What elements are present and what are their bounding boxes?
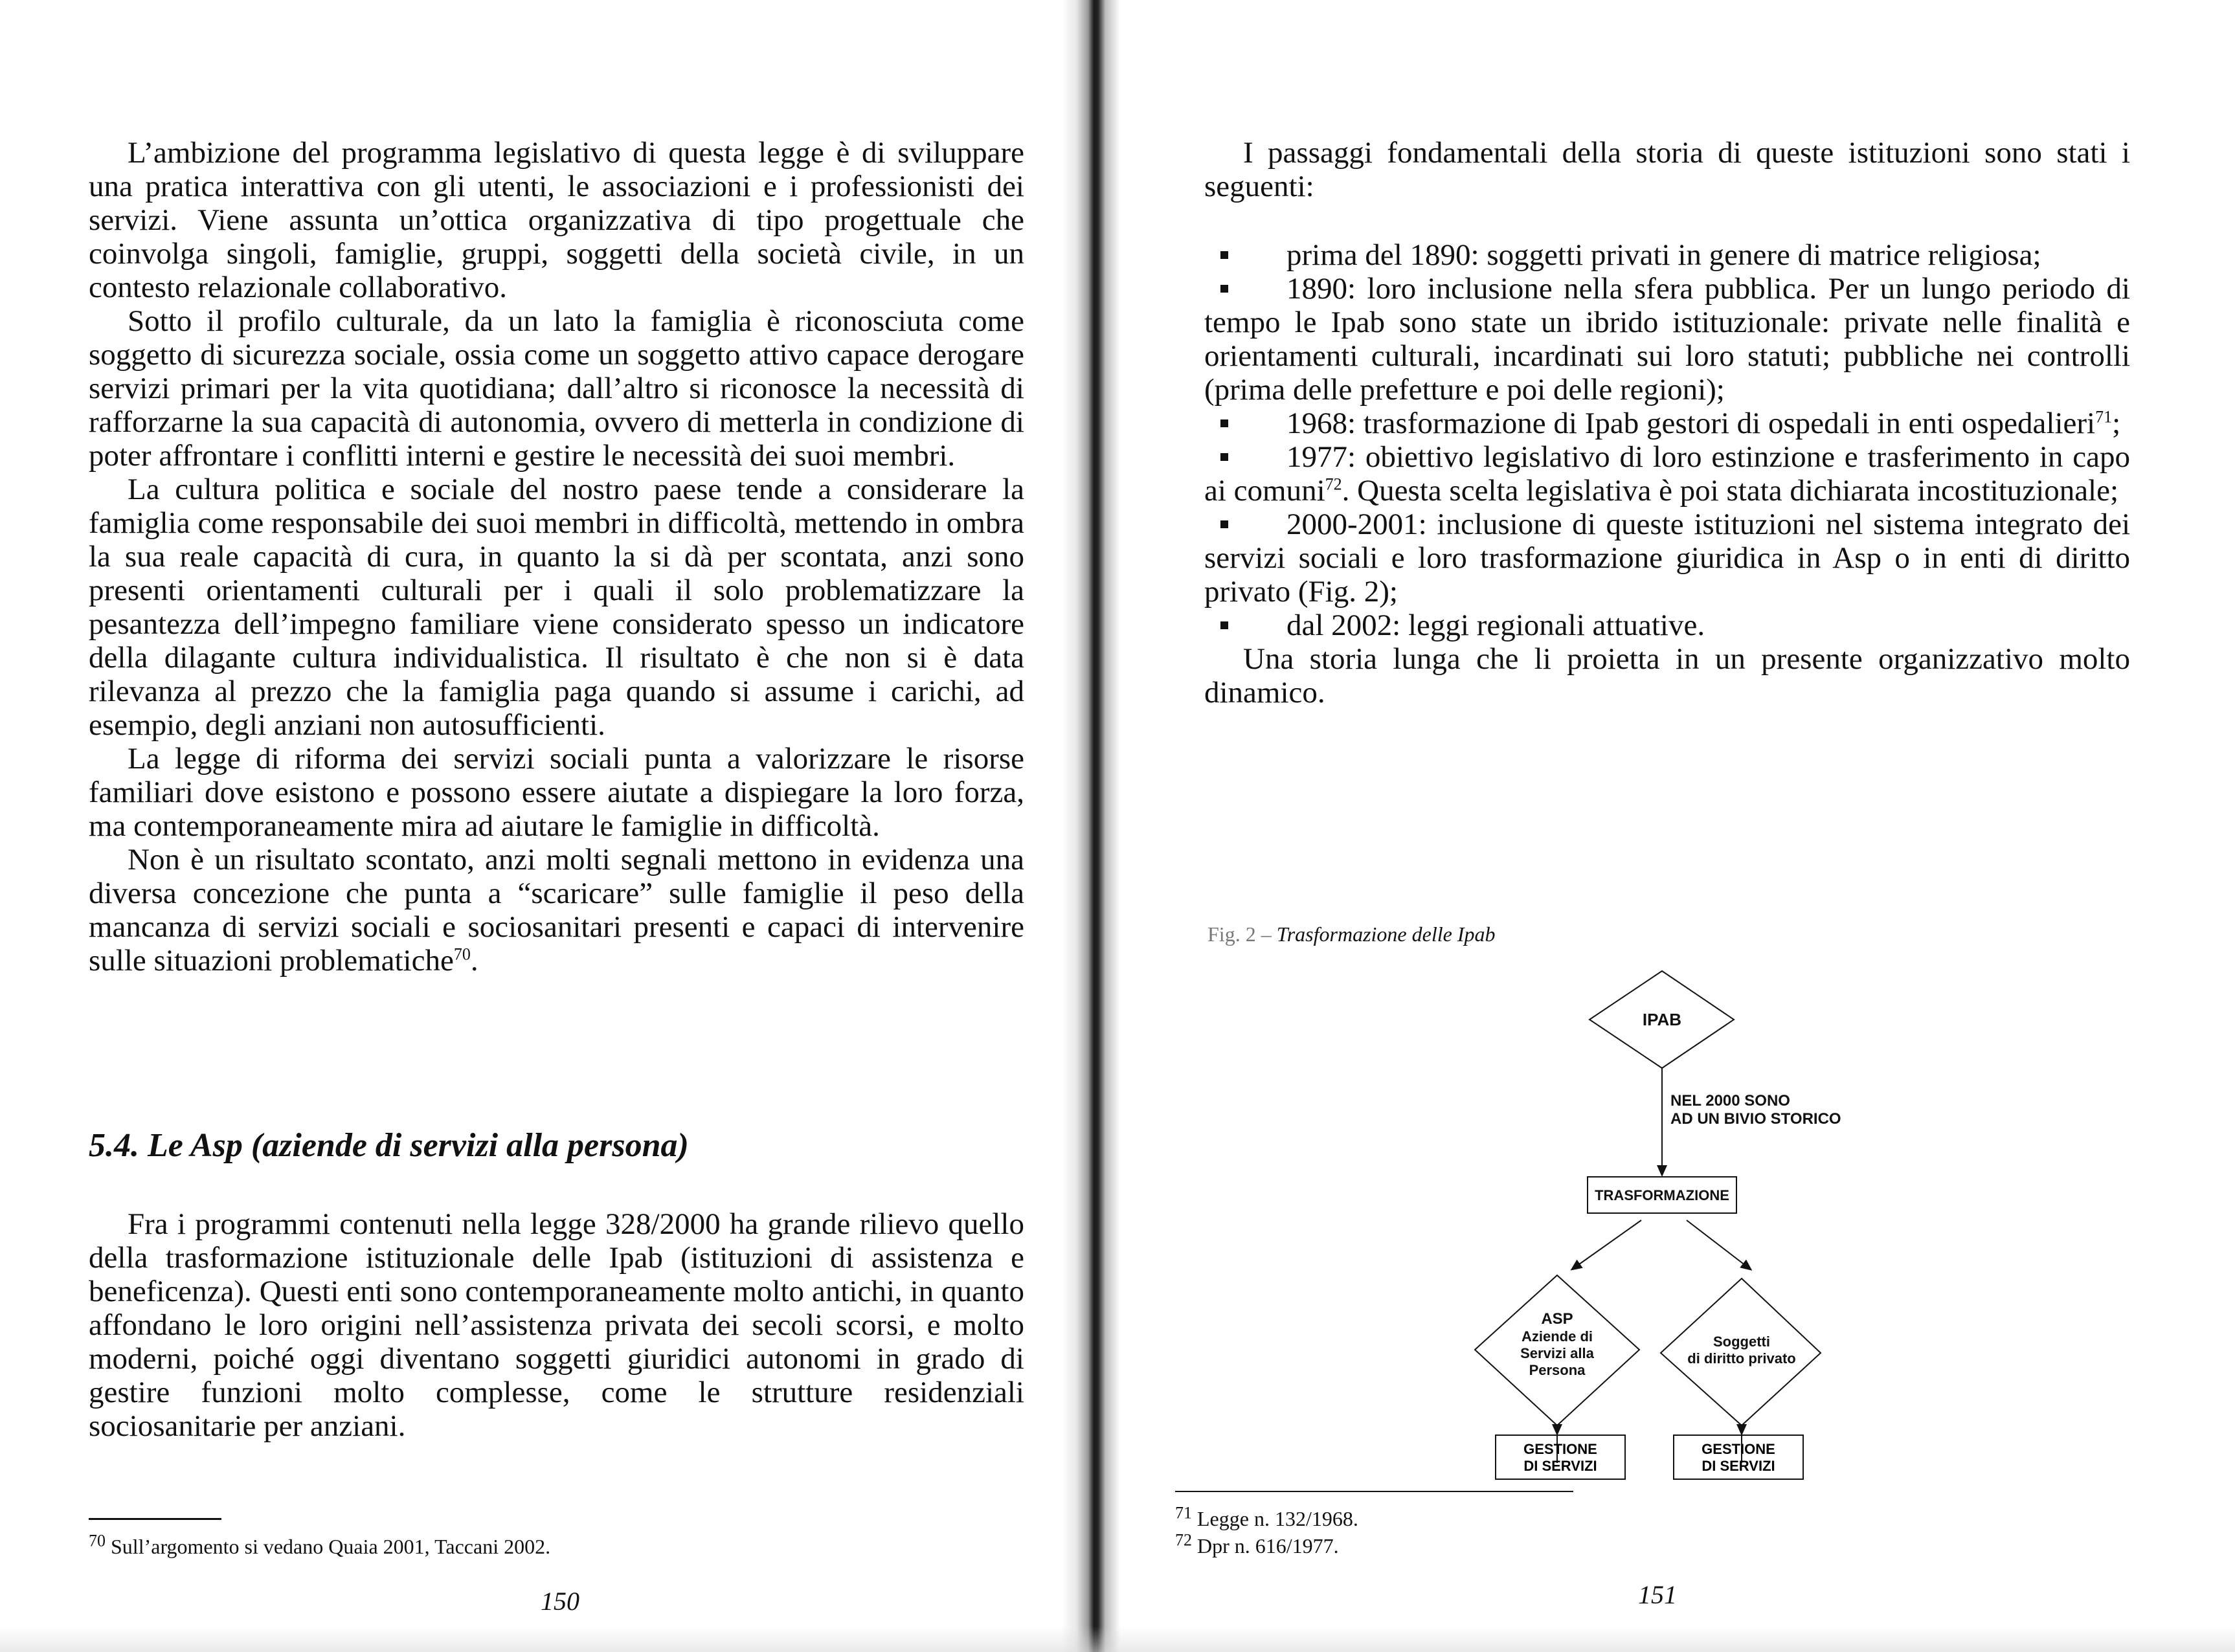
- left-body-text: [89, 136, 1024, 977]
- list-item: [1204, 272, 2130, 407]
- list-item-tail: . Questa scelta legislativa è poi stata dichiarata incostituzionale;: [1342, 474, 2119, 508]
- footnote-number: 72: [1175, 1530, 1192, 1550]
- flowchart-diagram: [1424, 958, 1878, 1463]
- footnote: [89, 1533, 550, 1560]
- book-spine-gutter: [1062, 0, 1120, 1652]
- intro-paragraph: I passaggi fondamentali della storia di queste istituzioni sono stati i seguenti:: [1204, 136, 2130, 203]
- page-number: 151: [1638, 1580, 1677, 1609]
- list-item: [1204, 608, 2130, 642]
- paragraph: La legge di riforma dei servizi sociali punta a valorizzare le risorse familiari dove esistono e possono essere aiutate a dispiegare la loro forza, ma contemporaneamente mira ad aiutare le famiglie in difficoltà.: [89, 742, 1024, 843]
- private-label-line2: di diritto privato: [1687, 1350, 1796, 1367]
- arrow-to-private: [1687, 1220, 1748, 1267]
- footnote-divider: [1175, 1491, 1573, 1492]
- section-heading: 5.4. Le Asp (aziende di servizi alla persona): [89, 1127, 689, 1164]
- list-item-text: 1890: loro inclusione nella sfera pubblica. Per un lungo periodo di tempo le Ipab sono state un ibrido istituzionale: private nelle finalità e orientamenti culturali, incardinati sui loro statuti; pubbliche nei controlli (prima delle prefetture e poi delle regioni);: [1204, 272, 2130, 407]
- list-item-text: prima del 1890: soggetti privati in genere di matrice religiosa;: [1286, 238, 2041, 272]
- footnote-text: Legge n. 132/1968.: [1197, 1507, 1358, 1530]
- footnote-ref[interactable]: 70: [453, 944, 471, 964]
- gestione-left-line2: DI SERVIZI: [1523, 1458, 1597, 1474]
- figure-title: Trasformazione delle Ipab: [1276, 922, 1496, 946]
- list-item: [1204, 407, 2130, 440]
- paragraph: L’ambizione del programma legislativo di questa legge è di sviluppare una pratica interattiva con gli utenti, le associazioni e i professionisti dei servizi. Viene assunta un’ottica organizzativa di tipo progettuale che coinvolga singoli, famiglie, gruppi, soggetti della società civile, in un contesto relazionale collaborativo.: [89, 136, 1024, 304]
- list-item-text: dal 2002: leggi regionali attuative.: [1286, 608, 1705, 642]
- right-body-text: [1204, 136, 2130, 709]
- flowchart-diagram-bottom: [1424, 1424, 1878, 1515]
- paragraph: [89, 843, 1024, 977]
- edge-label-line1: NEL 2000 SONO: [1670, 1092, 1790, 1110]
- square-bullet-icon: [1220, 251, 1228, 259]
- footnote: [1175, 1505, 1358, 1532]
- footnote-text: Dpr n. 616/1977.: [1197, 1534, 1339, 1557]
- list-item-text: 2000-2001: inclusione di queste istituzioni nel sistema integrato dei servizi sociali e loro trasformazione giuridica in Asp o in enti di diritto privato (Fig. 2);: [1204, 508, 2130, 608]
- footnote-ref[interactable]: 72: [1325, 474, 1342, 494]
- list-item: [1204, 238, 2130, 272]
- square-bullet-icon: [1220, 520, 1228, 528]
- footnote-text: Sull’argomento si vedano Quaia 2001, Taccani 2002.: [111, 1535, 551, 1558]
- footnote-number: 70: [89, 1531, 106, 1550]
- list-item: [1204, 440, 2130, 508]
- left-page: [0, 0, 1075, 1652]
- section-body-text: [89, 1207, 1024, 1443]
- arrow-to-asp: [1575, 1220, 1641, 1267]
- list-item-text: 1977: obiettivo legislativo di loro estinzione e trasferimento in capo ai comuni: [1204, 440, 2130, 508]
- gestione-right-line2: DI SERVIZI: [1702, 1458, 1775, 1474]
- paragraph: Fra i programmi contenuti nella legge 328/2000 ha grande rilievo quello della trasformazione istituzionale delle Ipab (istituzioni di assistenza e beneficenza). Questi enti sono contemporaneamente molto antichi, in quanto affondano le loro origini nell’assistenza privata dei secoli scorsi, e molto moderni, poiché oggi diventano soggetti giuridici autonomi in grado di gestire funzioni molto complesse, come le strutture residenziali sociosanitarie per anziani.: [89, 1207, 1024, 1443]
- paragraph: La cultura politica e sociale del nostro paese tende a considerare la famiglia come responsabile dei suoi membri in difficoltà, mettendo in ombra la sua reale capacità di cura, in quanto la si dà per scontata, anzi sono presenti orientamenti culturali per i quali il solo problematizzare la pesantezza dell’impegno familiare viene considerato spesso un indicatore della dilagante cultura individualistica. Il risultato è che non si è data rilevanza al prezzo che la famiglia paga quando si assume i carichi, ad esempio, degli anziani non autosufficienti.: [89, 473, 1024, 742]
- edge-label-line2: AD UN BIVIO STORICO: [1670, 1110, 1841, 1128]
- figure-caption: [1207, 922, 1495, 946]
- footnote-divider: [89, 1518, 221, 1520]
- transform-label: TRASFORMAZIONE: [1595, 1187, 1729, 1203]
- gestione-left-line1: GESTIONE: [1523, 1441, 1597, 1457]
- paragraph-text: Non è un risultato scontato, anzi molti segnali mettono in evidenza una diversa concezione che punta a “scaricare” sulle famiglie il peso della mancanza di servizi sociali e sociosanitari presenti e capaci di intervenire sulle situazioni problematiche: [89, 843, 1024, 977]
- page-number: 150: [541, 1587, 579, 1616]
- asp-label-line2: Aziende di: [1521, 1328, 1593, 1345]
- square-bullet-icon: [1220, 419, 1228, 427]
- figure-label: Fig. 2 –: [1207, 922, 1272, 946]
- list-item-tail: ;: [2112, 407, 2121, 440]
- private-label-line1: Soggetti: [1713, 1334, 1770, 1350]
- paragraph: Sotto il profilo culturale, da un lato la famiglia è riconosciuta come soggetto di sicurezza sociale, ossia come un soggetto attivo capace derogare servizi primari per la vita quotidiana; dall’altro si riconosce la necessità di rafforzarne la sua capacità di autonomia, ovvero di metterla in condizione di poter affrontare i conflitti interni e gestire le necessità dei suoi membri.: [89, 304, 1024, 473]
- list-item-text: 1968: trasformazione di Ipab gestori di ospedali in enti ospedalieri: [1286, 407, 2096, 440]
- square-bullet-icon: [1220, 285, 1228, 293]
- punctuation: .: [470, 944, 478, 977]
- history-list: [1204, 238, 2130, 642]
- footnote-number: 71: [1175, 1503, 1192, 1523]
- footnote: [1175, 1532, 1339, 1559]
- ipab-label: IPAB: [1642, 1010, 1682, 1029]
- gestione-right-line1: GESTIONE: [1702, 1441, 1775, 1457]
- square-bullet-icon: [1220, 453, 1228, 461]
- footnote-ref[interactable]: 71: [2095, 407, 2113, 427]
- asp-label: ASP: [1541, 1310, 1573, 1328]
- list-item: [1204, 508, 2130, 608]
- asp-label-line3: Servizi alla: [1520, 1345, 1594, 1361]
- scan-bottom-shadow: [0, 1626, 2235, 1652]
- square-bullet-icon: [1220, 621, 1228, 629]
- closing-paragraph: Una storia lunga che li proietta in un presente organizzativo molto dinamico.: [1204, 642, 2130, 709]
- asp-label-line4: Persona: [1529, 1362, 1586, 1378]
